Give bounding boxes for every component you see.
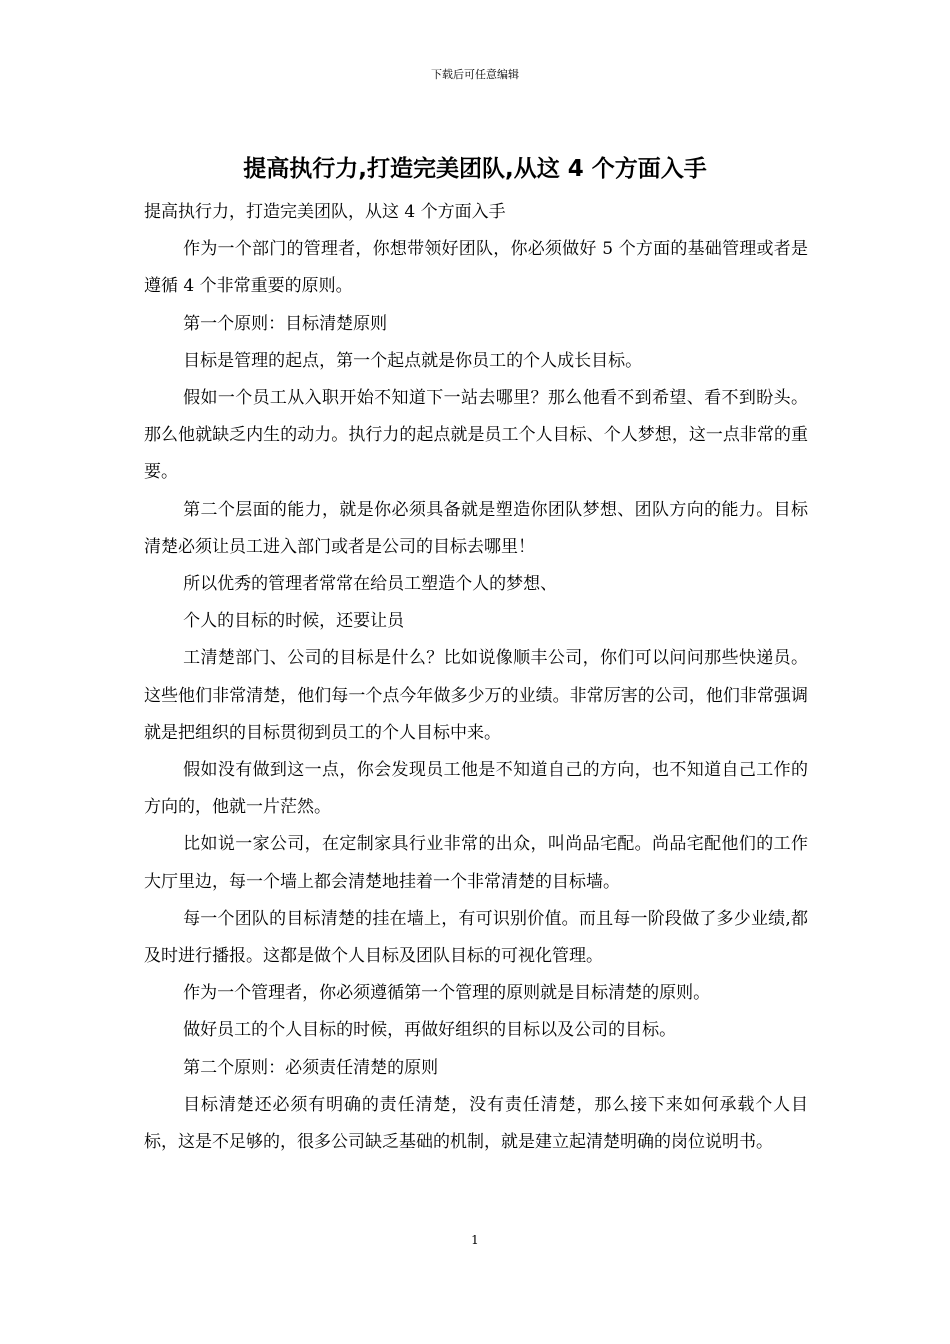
paragraph: 作为一个部门的管理者，你想带领好团队，你必须做好 5 个方面的基础管理或者是遵循 4 个非常重要的原则。 bbox=[144, 239, 808, 297]
paragraph: 目标是管理的起点，第一个起点就是你员工的个人成长目标。 bbox=[183, 350, 643, 371]
paragraph: 个人的目标的时候，还要让员 bbox=[183, 611, 405, 632]
paragraph: 每一个团队的目标清楚的挂在墙上，有可识别价值。而且每一阶段做了多少业绩,都及时进行播报。这都是做个人目标及团队目标的可视化管理。 bbox=[144, 908, 808, 967]
document-title: 提高执行力,打造完美团队,从这 4 个方面入手 bbox=[243, 156, 707, 182]
paragraph: 做好员工的个人目标的时候，再做好组织的目标以及公司的目标。 bbox=[183, 1020, 677, 1041]
section-heading: 第一个原则：目标清楚原则 bbox=[183, 313, 388, 334]
paragraph: 比如说一家公司，在定制家具行业非常的出众，叫尚品宅配。尚品宅配他们的工作大厅里边，每一个墙上都会清楚地挂着一个非常清楚的目标墙。 bbox=[144, 834, 808, 892]
document-body bbox=[144, 194, 808, 1161]
paragraph: 工清楚部门、公司的目标是什么？比如说像顺丰公司，你们可以问问那些快递员。这些他们非常清楚，他们每一个点今年做多少万的业绩。非常厉害的公司，他们非常强调就是把组织的目标贯彻到员工的个人目标中来。 bbox=[144, 648, 808, 743]
paragraph: 假如没有做到这一点，你会发现员工他是不知道自己的方向，也不知道自己工作的方向的，他就一片茫然。 bbox=[144, 760, 808, 818]
page-number: 1 bbox=[471, 1233, 479, 1247]
paragraph: 第二个层面的能力，就是你必须具备就是塑造你团队梦想、团队方向的能力。目标清楚必须让员工进入部门或者是公司的目标去哪里！ bbox=[144, 499, 808, 557]
paragraph: 所以优秀的管理者常常在给员工塑造个人的梦想、 bbox=[183, 574, 558, 595]
paragraph: 作为一个管理者，你必须遵循第一个管理的原则就是目标清楚的原则。 bbox=[183, 983, 711, 1004]
paragraph: 目标清楚还必须有明确的责任清楚，没有责任清楚，那么接下来如何承载个人目标，这是不足够的，很多公司缺乏基础的机制，就是建立起清楚明确的岗位说明书。 bbox=[144, 1094, 808, 1153]
header-note: 下载后可任意编辑 bbox=[431, 68, 519, 81]
paragraph: 假如一个员工从入职开始不知道下一站去哪里？那么他看不到希望、看不到盼头。那么他就缺乏内生的动力。执行力的起点就是员工个人目标、个人梦想，这一点非常的重要。 bbox=[144, 388, 808, 483]
section-heading: 第二个原则：必须责任清楚的原则 bbox=[183, 1057, 439, 1078]
paragraph-subtitle: 提高执行力，打造完美团队，从这 4 个方面入手 bbox=[144, 202, 506, 222]
